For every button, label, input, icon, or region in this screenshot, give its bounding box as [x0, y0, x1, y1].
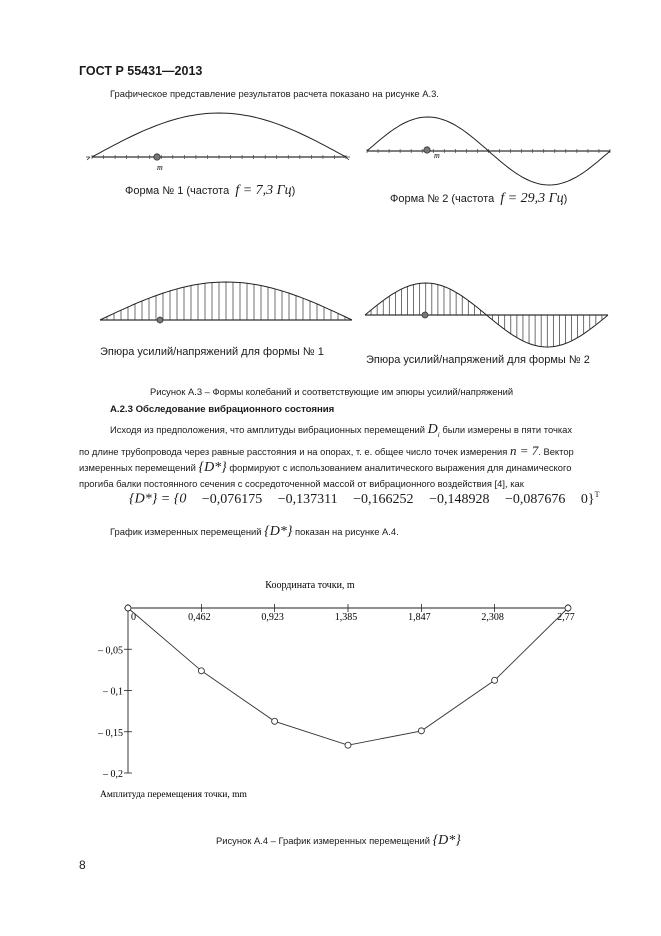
epure1-caption: Эпюра усилий/напряжений для формы № 1 — [100, 346, 324, 358]
data-point — [198, 668, 204, 674]
page-header: ГОСТ Р 55431—2013 — [79, 64, 203, 78]
data-point — [125, 605, 131, 611]
y-tick-label: – 0,2 — [103, 769, 123, 780]
paragraph-2: График измеренных перемещений {D*} показан на рисунке А.4. — [110, 524, 399, 539]
x-tick-label: 1,847 — [408, 612, 431, 623]
epure2-caption: Эпюра усилий/напряжений для формы № 2 — [366, 354, 590, 366]
y-tick-label: – 0,05 — [98, 645, 123, 657]
x-tick-label: 0 — [131, 612, 136, 623]
vector-equation: {D*} = {0 −0,076175 −0,137311 −0,166252 −0,148928 −0,087676 0}$^T$ — [129, 490, 600, 507]
mass-point-2 — [424, 147, 430, 153]
x-tick-label: 2,308 — [481, 612, 504, 623]
data-point — [492, 677, 498, 683]
epure2 — [365, 283, 608, 347]
data-point — [345, 742, 351, 748]
mass-label-2: m — [434, 151, 440, 160]
x-tick-label: 0,462 — [188, 612, 211, 623]
x-tick-label: 2,77 — [557, 612, 575, 623]
x-tick-label: 0,923 — [261, 612, 284, 623]
page-number: 8 — [79, 858, 86, 872]
intro-text: Графическое представление результатов расчета показано на рисунке А.3. — [110, 88, 439, 99]
mass-label: m — [157, 163, 163, 172]
figure-a3-caption: Рисунок А.3 – Формы колебаний и соответствующие им эпюры усилий/напряжений — [150, 386, 514, 397]
section-paragraph: Исходя из предположения, что амплитуды вибрационных перемещений $D_i$ были измерены в пяти точках по длине трубопровода через равные расстояния и на опорах, т. е. общее число точек измерения n = 7. Вектор измеренных перемещений {D*} формируют с использованием аналитического выражения для динамического прогиба балки постоянного сечения с сосредоточенной массой от вибрационного воздействия [4], как — [79, 422, 574, 489]
y-tick-label: – 0,1 — [103, 686, 123, 698]
epure1 — [100, 282, 352, 323]
mass-point — [154, 154, 160, 160]
data-point — [272, 718, 278, 724]
data-point — [565, 605, 571, 611]
x-tick-label: 1,385 — [334, 612, 358, 623]
mode1-caption: Форма № 1 (частота f = 7,3 Гц) — [125, 183, 296, 198]
section-title: А.2.3 Обследование вибрационного состояния — [110, 404, 335, 415]
series-line — [128, 608, 568, 745]
figure-a4-caption: Рисунок А.4 – График измеренных перемещений {D*} — [216, 833, 461, 848]
y-tick-label: – 0,15 — [98, 727, 123, 739]
data-point — [418, 728, 424, 734]
chart-title: Координата точки, m — [265, 580, 355, 591]
mode2-shape — [367, 117, 610, 185]
chart-ylabel: Амплитуда перемещения точки, mm — [100, 790, 247, 800]
mode2-caption: Форма № 2 (частота f = 29,3 Гц) — [390, 191, 568, 206]
mode1-shape — [86, 113, 350, 172]
figure-a4-chart — [80, 570, 600, 810]
